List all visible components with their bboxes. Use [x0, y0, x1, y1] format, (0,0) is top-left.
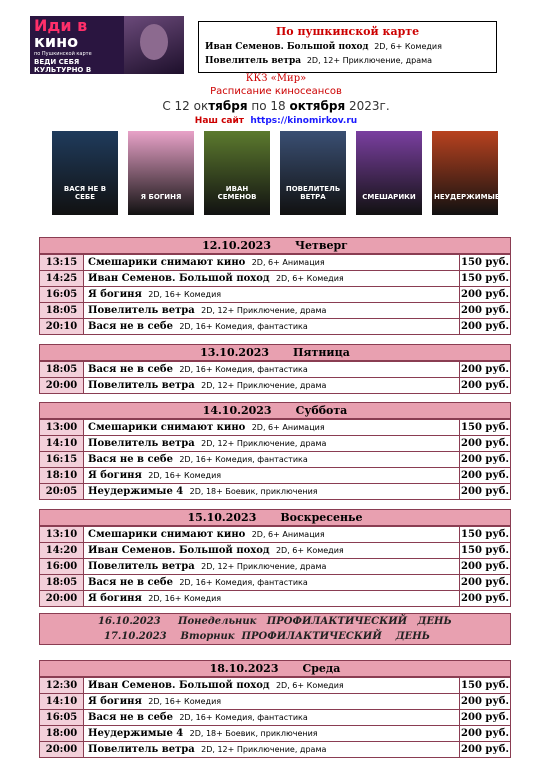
film-title: Вася не в себе [88, 712, 173, 723]
session-time: 20:00 [40, 742, 84, 757]
day-date: 14.10.2023 [202, 404, 272, 417]
website-line [0, 116, 552, 126]
session-price: 200 руб. [461, 454, 509, 465]
session-time: 13:10 [40, 527, 84, 542]
film-title: Повелитель ветра [88, 561, 195, 572]
session-price: 200 руб. [461, 321, 509, 332]
session-film [84, 694, 460, 709]
pushkin-card-row [205, 56, 432, 66]
day-table [39, 509, 511, 607]
session-time: 12:30 [40, 678, 84, 693]
logo-line-2: кино [34, 32, 79, 51]
pushkin-card-title: По пушкинской карте [275, 25, 420, 38]
logo-line-1: Иди в [34, 16, 88, 35]
session-price: 200 руб. [461, 696, 509, 707]
logo-line-4: ВЕДИ СЕБЯ КУЛЬТУРНО В КИНО! [34, 58, 92, 82]
cinema-name: ККЗ «Мир» [245, 73, 307, 84]
day-table [39, 237, 511, 335]
session-time: 20:00 [40, 591, 84, 606]
film-title: Неудержимые 4 [88, 728, 184, 739]
session-price: 150 руб. [461, 545, 509, 556]
session-row [40, 725, 510, 741]
film-title: Я богиня [88, 696, 142, 707]
film-details: 2D, 12+ Приключение, драма [201, 562, 327, 571]
session-price: 200 руб. [461, 438, 509, 449]
session-time: 20:10 [40, 319, 84, 334]
range-part: 2023г. [345, 99, 390, 113]
kino-pushkin-logo [30, 16, 184, 82]
session-film [84, 678, 460, 693]
session-price: 200 руб. [461, 744, 509, 755]
session-time: 14:25 [40, 271, 84, 286]
film-details: 2D, 16+ Комедия, фантастика [179, 365, 308, 374]
film-details: 2D, 12+ Приключение, драма [201, 745, 327, 754]
film-details: 2D, 12+ Приключение, драма [201, 306, 327, 315]
session-film [84, 468, 460, 483]
range-part: по 18 [247, 99, 290, 113]
session-price: 200 руб. [461, 712, 509, 723]
day-header [40, 403, 510, 419]
film-details: 2D, 16+ Комедия, фантастика [179, 322, 308, 331]
session-price: 200 руб. [461, 728, 509, 739]
session-row [40, 741, 510, 757]
film-details: 2D, 6+ Комедия [275, 546, 344, 555]
day-header [40, 510, 510, 526]
session-row [40, 270, 510, 286]
session-time: 13:00 [40, 420, 84, 435]
film-title: Я богиня [88, 593, 142, 604]
maintenance-day-line: 16.10.2023 Понедельник ПРОФИЛАКТИЧЕСКИЙ ДЕНЬ [98, 616, 452, 627]
film-details: 2D, 12+ Приключение, драма [201, 439, 327, 448]
day-table [39, 344, 511, 394]
session-price: 150 руб. [461, 257, 509, 268]
film-details: 2D, 6+ Анимация [251, 530, 325, 539]
film-details: 2D, 6+ Анимация [251, 423, 325, 432]
film-details: 2D, 16+ Комедия [148, 290, 222, 299]
film-title: Вася не в себе [88, 454, 173, 465]
session-price: 200 руб. [461, 305, 509, 316]
date-range [0, 99, 552, 113]
film-details: 2D, 16+ Комедия [148, 594, 222, 603]
session-price: 200 руб. [461, 364, 509, 375]
film-details: 2D, 6+ Комедия [275, 274, 344, 283]
film-title: Повелитель ветра [88, 380, 195, 391]
session-film [84, 527, 460, 542]
session-film [84, 287, 460, 302]
logo-portrait-image [124, 16, 184, 74]
session-price: 200 руб. [461, 577, 509, 588]
session-row [40, 693, 510, 709]
film-title: Я богиня [88, 470, 142, 481]
session-price: 200 руб. [461, 380, 509, 391]
pushkin-film-desc: 2D, 6+ Комедия [374, 42, 442, 51]
film-details: 2D, 6+ Анимация [251, 258, 325, 267]
session-film [84, 420, 460, 435]
session-price: 200 руб. [461, 289, 509, 300]
website-link[interactable]: https://kinomirkov.ru [250, 116, 358, 126]
session-time: 18:05 [40, 303, 84, 318]
session-row [40, 318, 510, 334]
session-film [84, 710, 460, 725]
session-row [40, 451, 510, 467]
movie-poster [204, 131, 270, 215]
session-time: 18:05 [40, 362, 84, 377]
session-row [40, 361, 510, 377]
session-time: 18:00 [40, 726, 84, 741]
session-price: 200 руб. [461, 593, 509, 604]
session-row [40, 302, 510, 318]
film-title: Иван Семенов. Большой поход [88, 680, 270, 691]
session-row [40, 467, 510, 483]
film-title: Смешарики снимают кино [88, 257, 246, 268]
film-title: Смешарики снимают кино [88, 529, 246, 540]
session-price: 150 руб. [461, 529, 509, 540]
session-row [40, 526, 510, 542]
film-title: Повелитель ветра [88, 305, 195, 316]
poster-strip [52, 131, 502, 216]
session-time: 20:00 [40, 378, 84, 393]
session-time: 16:05 [40, 287, 84, 302]
session-time: 20:05 [40, 484, 84, 499]
session-time: 18:10 [40, 468, 84, 483]
range-part: С 12 ок [162, 99, 209, 113]
film-title: Иван Семенов. Большой поход [88, 545, 270, 556]
session-row [40, 377, 510, 393]
day-weekday: Воскресенье [280, 511, 363, 524]
session-price: 150 руб. [461, 273, 509, 284]
session-row [40, 483, 510, 499]
session-row [40, 542, 510, 558]
movie-poster [128, 131, 194, 215]
film-title: Я богиня [88, 289, 142, 300]
session-row [40, 709, 510, 725]
session-film [84, 271, 460, 286]
pushkin-card-box [198, 21, 497, 73]
session-film [84, 591, 460, 606]
movie-poster [432, 131, 498, 215]
film-details: 2D, 12+ Приключение, драма [201, 381, 327, 390]
movie-poster [356, 131, 422, 215]
session-row [40, 286, 510, 302]
film-title: Вася не в себе [88, 577, 173, 588]
day-header [40, 345, 510, 361]
maintenance-days [39, 613, 511, 645]
range-part: октября [289, 99, 346, 113]
session-film [84, 575, 460, 590]
day-weekday: Суббота [295, 404, 348, 417]
poster-title: ИВАН СЕМЕНОВ [217, 185, 257, 201]
session-time: 13:15 [40, 255, 84, 270]
film-details: 2D, 16+ Комедия [148, 697, 222, 706]
day-weekday: Среда [302, 662, 341, 675]
poster-title: НЕУДЕРЖИМЫЕ [434, 193, 500, 201]
session-time: 16:00 [40, 559, 84, 574]
website-label: Наш сайт [194, 116, 245, 126]
session-film [84, 484, 460, 499]
session-row [40, 590, 510, 606]
film-title: Неудержимые 4 [88, 486, 184, 497]
poster-title: СМЕШАРИКИ [362, 193, 416, 201]
schedule-title: Расписание киносеансов [210, 86, 342, 97]
film-title: Повелитель ветра [88, 438, 195, 449]
session-film [84, 362, 460, 377]
session-time: 14:10 [40, 436, 84, 451]
session-price: 200 руб. [461, 561, 509, 572]
film-details: 2D, 16+ Комедия [148, 471, 222, 480]
session-row [40, 419, 510, 435]
film-details: 2D, 16+ Комедия, фантастика [179, 713, 308, 722]
pushkin-film-title: Повелитель ветра [205, 56, 302, 66]
poster-title: ВАСЯ НЕ В СЕБЕ [63, 185, 107, 201]
film-details: 2D, 6+ Комедия [275, 681, 344, 690]
session-row [40, 677, 510, 693]
film-details: 2D, 18+ Боевик, приключения [189, 729, 318, 738]
day-date: 18.10.2023 [209, 662, 279, 675]
pushkin-film-desc: 2D, 12+ Приключение, драма [306, 56, 433, 65]
session-time: 16:05 [40, 710, 84, 725]
session-time: 16:15 [40, 452, 84, 467]
film-title: Вася не в себе [88, 364, 173, 375]
film-details: 2D, 16+ Комедия, фантастика [179, 455, 308, 464]
film-title: Вася не в себе [88, 321, 173, 332]
poster-title: Я БОГИНЯ [140, 193, 182, 201]
range-part: тября [208, 99, 248, 113]
day-header [40, 238, 510, 254]
poster-title: ПОВЕЛИТЕЛЬ ВЕТРА [285, 185, 341, 201]
day-date: 12.10.2023 [202, 239, 271, 252]
session-film [84, 543, 460, 558]
session-film [84, 742, 460, 757]
session-film [84, 319, 460, 334]
film-details: 2D, 18+ Боевик, приключения [189, 487, 318, 496]
day-date: 15.10.2023 [187, 511, 257, 524]
film-title: Повелитель ветра [88, 744, 195, 755]
session-row [40, 574, 510, 590]
film-title: Смешарики снимают кино [88, 422, 246, 433]
day-header [40, 661, 510, 677]
session-film [84, 559, 460, 574]
day-table [39, 660, 511, 758]
film-title: Иван Семенов. Большой поход [88, 273, 270, 284]
session-time: 18:05 [40, 575, 84, 590]
pushkin-film-title: Иван Семенов. Большой поход [205, 42, 369, 52]
pushkin-card-row [205, 42, 442, 52]
day-table [39, 402, 511, 500]
session-film [84, 255, 460, 270]
movie-poster [52, 131, 118, 215]
session-film [84, 378, 460, 393]
session-time: 14:10 [40, 694, 84, 709]
session-price: 150 руб. [461, 422, 509, 433]
session-time: 14:20 [40, 543, 84, 558]
session-film [84, 303, 460, 318]
movie-poster [280, 131, 346, 215]
film-details: 2D, 16+ Комедия, фантастика [179, 578, 308, 587]
session-film [84, 452, 460, 467]
session-row [40, 254, 510, 270]
day-date: 13.10.2023 [200, 346, 270, 359]
session-price: 150 руб. [461, 680, 509, 691]
session-film [84, 726, 460, 741]
maintenance-day-line: 17.10.2023 Вторник ПРОФИЛАКТИЧЕСКИЙ ДЕНЬ [104, 631, 430, 642]
logo-line-3: по Пушкинской карте [34, 51, 92, 57]
session-price: 200 руб. [461, 486, 509, 497]
session-row [40, 558, 510, 574]
session-price: 200 руб. [461, 470, 509, 481]
day-weekday: Четверг [294, 239, 348, 252]
day-weekday: Пятница [293, 346, 350, 359]
session-row [40, 435, 510, 451]
session-film [84, 436, 460, 451]
